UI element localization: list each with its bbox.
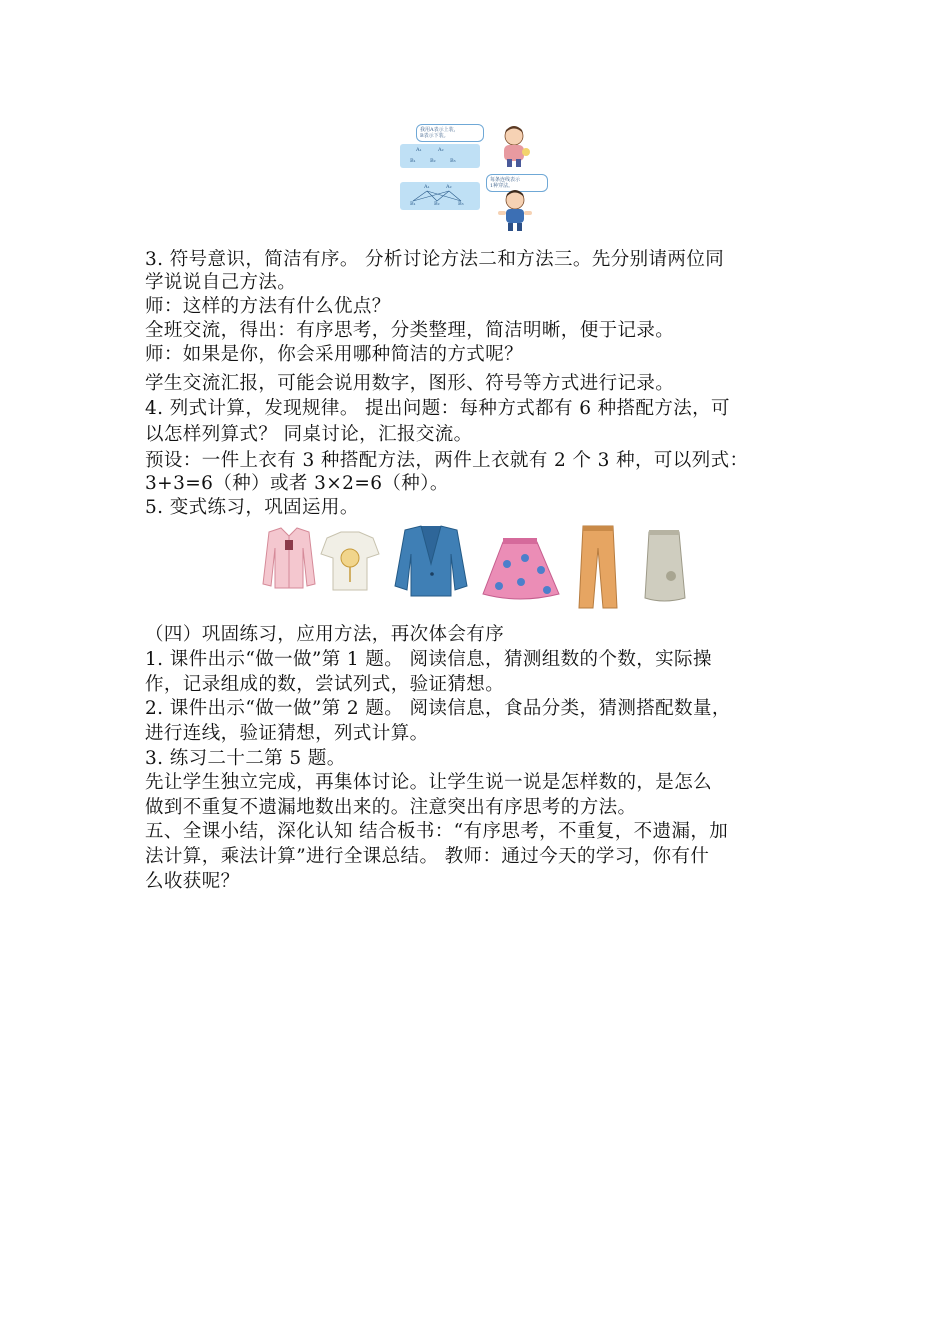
text-line: 2. 课件出示“做一做”第 2 题。 阅读信息，食品分类，猜测搭配数量， xyxy=(145,698,731,719)
text-line: 4. 列式计算，发现规律。 提出问题：每种方式都有 6 种搭配方法，可 xyxy=(145,398,730,419)
panel2-label-b1: B₁ xyxy=(410,201,416,207)
panel1-label-b2: B₂ xyxy=(430,158,436,164)
text-line: 师：如果是你，你会采用哪种简洁的方式呢？ xyxy=(145,344,524,365)
pink-cardigan-icon xyxy=(263,528,315,588)
bubble-top-line-1: 我用A表示上装， xyxy=(420,127,459,133)
diagram-panel-1 xyxy=(400,144,480,168)
text-line: 5. 变式练习，巩固运用。 xyxy=(145,497,359,518)
text-line: 作，记录组成的数，尝试列式，验证猜想。 xyxy=(145,674,505,695)
text-line: 师：这样的方法有什么优点？ xyxy=(145,296,391,317)
text-line: 以怎样列算式？ 同桌讨论，汇报交流。 xyxy=(145,424,473,445)
bubble-bottom-line-2: 1种穿法。 xyxy=(490,183,514,189)
panel1-label-b1: B₁ xyxy=(410,158,416,164)
text-line: 法计算，乘法计算”进行全课总结。 教师：通过今天的学习，你有什 xyxy=(145,846,710,867)
panel1-label-b3: B₃ xyxy=(450,158,456,164)
text-line: 做到不重复不遗漏地数出来的。注意突出有序思考的方法。 xyxy=(145,797,637,818)
text-line: 1. 课件出示“做一做”第 1 题。 阅读信息，猜测组数的个数，实际操 xyxy=(145,649,712,670)
boy-figure-1 xyxy=(494,124,534,168)
blue-jacket-icon xyxy=(395,526,467,596)
connection-lines xyxy=(400,182,480,210)
text-line: 进行连线，验证猜想，列式计算。 xyxy=(145,723,429,744)
bubble-bottom-line-1: 每条连线表示 xyxy=(490,177,521,183)
text-line: 预设：一件上衣有 3 种搭配方法，两件上衣就有 2 个 3 种，可以列式： xyxy=(145,450,749,471)
text-line: 么收获呢？ xyxy=(145,871,240,892)
text-line: 3. 练习二十二第 5 题。 xyxy=(145,748,346,769)
text-line: 学说说自己方法。 xyxy=(145,272,297,293)
bubble-top-line-2: B表示下装。 xyxy=(420,133,449,139)
white-tshirt-icon xyxy=(321,532,379,590)
text-line: 3. 符号意识，简洁有序。 分析讨论方法二和方法三。先分别请两位同 xyxy=(145,249,725,270)
panel2-label-a1: A₁ xyxy=(424,184,430,190)
panel2-label-b3: B₃ xyxy=(458,201,464,207)
text-line: （四）巩固练习，应用方法，再次体会有序 xyxy=(145,624,505,645)
text-line: 3+3=6（种）或者 3×2=6（种）。 xyxy=(145,473,449,494)
text-line: 五、全课小结，深化认知 结合板书：“有序思考，不重复，不遗漏，加 xyxy=(145,821,729,842)
text-line: 学生交流汇报，可能会说用数字，图形、符号等方式进行记录。 xyxy=(145,373,675,394)
panel1-label-a1: A₁ xyxy=(416,147,422,153)
panel2-label-a2: A₂ xyxy=(446,184,452,190)
boy-figure-2 xyxy=(492,190,538,232)
method-illustration xyxy=(398,122,558,232)
tan-trousers-icon xyxy=(579,526,617,608)
grey-skirt-icon xyxy=(645,530,685,601)
clothes-illustration xyxy=(255,524,695,614)
polka-dot-skirt-icon xyxy=(483,538,559,599)
panel1-label-a2: A₂ xyxy=(438,147,444,153)
panel2-label-b2: B₂ xyxy=(434,201,440,207)
text-line: 先让学生独立完成，再集体讨论。让学生说一说是怎样数的，是怎么 xyxy=(145,772,713,793)
diagram-panel-2 xyxy=(400,182,480,210)
text-line: 全班交流，得出：有序思考，分类整理，简洁明晰，便于记录。 xyxy=(145,320,675,341)
speech-bubble-top xyxy=(416,124,484,142)
